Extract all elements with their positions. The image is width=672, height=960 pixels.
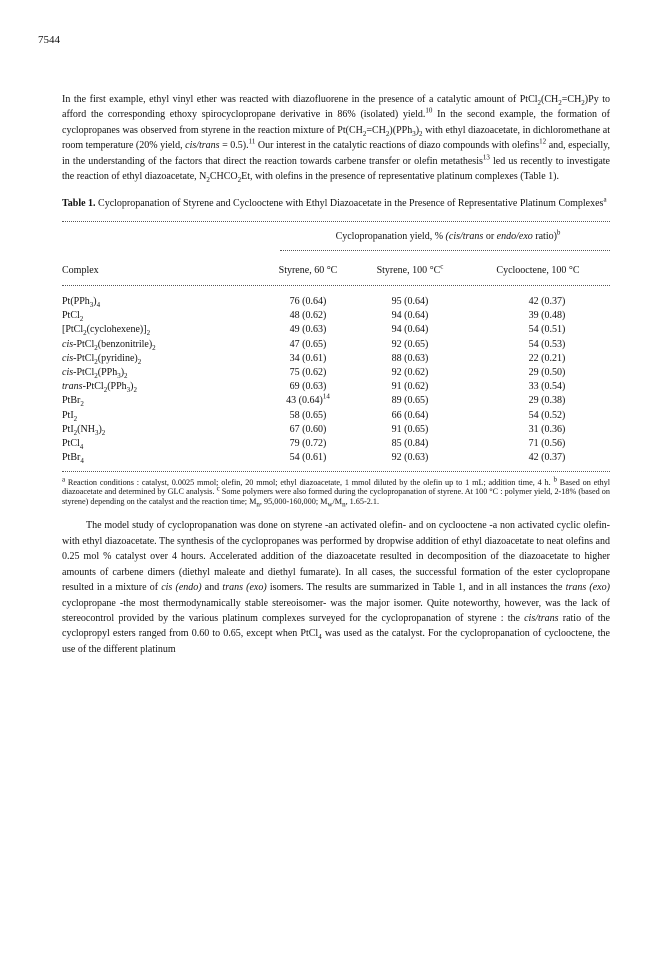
cell-styrene-100: 92 (0.62) — [391, 366, 429, 378]
col-header-cyclooctene-100: Cyclooctene, 100 °C — [496, 265, 580, 277]
cell-complex: PtCl$_4$ — [62, 437, 84, 451]
cell-complex: cis-$PtCl_2(PPh_3)_2$ — [62, 366, 128, 380]
col-header-styrene-100: Styrene, 100 $^\circ C^c$ — [376, 263, 444, 277]
cell-styrene-100: 94 (0.64) — [391, 310, 429, 322]
page-number: 7544 — [38, 34, 60, 46]
cell-cyclooctene-100: 33 (0.54) — [528, 381, 566, 393]
table-row — [62, 365, 610, 379]
table-row — [62, 436, 610, 450]
table-top-rule — [62, 221, 610, 222]
col-header-complex: Complex — [62, 265, 99, 277]
table-row — [62, 422, 610, 436]
table-row — [62, 380, 610, 394]
body-paragraph: The model study of cyclopropanation was done on styrene -an activated olefin- and on cyclooctene -a non activated cyclic olefin- with ethyl diazoacetate. The synthesis of the cyclopropanes was performed by dropwise addition of ethyl diazoacetate to neat olefins and 0.25 mol % catalyst over 4 hours. Accelerated addition of the diazoacetate resulted in decomposition of the diazoacetate to higher amounts of carbene dimers (diethyl maleate and diethyl fumarate). In all cases, the successful formation of the ester cyclopropane resulted in a mixture of cis (endo) and trans (exo) isomers. The results are summarized in Table 1, and in all instances the trans (exo) cyclopropane -the most thermodynamically stable stereoisomer- was the major isomer. Quite noteworthy, however, was the lack of stereocontrol provided by the various platinum complexes surveyed for the cyclopropanation of styrene : the cis/trans ratio of the cyclopropyl esters ranged from 0.60 to 0.65, except when PtCl$_4$ was used as the catalyst. For the cyclopropanation of cyclooctene, the use of the different platinum — [62, 520, 610, 655]
cell-cyclooctene-100: 71 (0.56) — [528, 437, 566, 449]
table-column-headers — [62, 265, 610, 281]
cell-styrene-60: 79 (0.72) — [289, 437, 327, 449]
cell-styrene-60: 54 (0.61) — [289, 452, 327, 464]
cell-complex: trans-$PtCl_2(PPh_3)_2$ — [62, 381, 137, 395]
cell-cyclooctene-100: 54 (0.52) — [528, 409, 566, 421]
page-content — [62, 92, 610, 657]
intro-paragraph: In the first example, ethyl vinyl ether was reacted with diazofluorene in the presence of a catalytic amount of $PtCl_2(CH_2=CH_2)Py$ to afford the corresponding ethoxy spirocyclopropane derivative in 86% (isolated) yield.$^{10}$ In the second example, the formation of cyclopropanes was observed from styrene in the reaction mixture of $Pt(CH_2=CH_2)(PPh_3)_2$ with ethyl diazoacetate, in dichloromethane at room temperature (20% yield, cis/trans = 0.5).$^{11}$ Our interest in the catalytic reactions of diazo compounds with olefins$^{12}$ and, especially, in the understanding of the factors that direct the reaction towards carbene transfer or olefin metathesis$^{13}$ led us recently to investigate the reaction of ethyl diazoacetate, $N_2CHCO_2Et$, with olefins in the presence of representative platinum complexes (Table 1). — [62, 94, 610, 185]
cell-styrene-100: 88 (0.63) — [391, 352, 429, 364]
cell-styrene-60: 67 (0.60) — [289, 423, 327, 435]
cell-styrene-60: 34 (0.61) — [289, 352, 327, 364]
cell-complex: cis-$PtCl_2(benzonitrile)_2$ — [62, 338, 156, 352]
cell-complex: cis-$PtCl_2(pyridine)_2$ — [62, 352, 142, 366]
results-table — [62, 294, 610, 464]
cell-styrene-100: 92 (0.65) — [391, 338, 429, 350]
cell-styrene-60: 58 (0.65) — [289, 409, 327, 421]
cell-styrene-100: 91 (0.65) — [391, 423, 429, 435]
cell-styrene-60: 69 (0.63) — [289, 381, 327, 393]
cell-complex: $Pt(PPh_3)_4$ — [62, 296, 101, 310]
cell-cyclooctene-100: 39 (0.48) — [528, 310, 566, 322]
cell-cyclooctene-100: 54 (0.53) — [528, 338, 566, 350]
cell-styrene-60: 75 (0.62) — [289, 366, 327, 378]
cell-styrene-100: 91 (0.62) — [391, 381, 429, 393]
table-bottom-rule — [62, 471, 610, 472]
table-row — [62, 394, 610, 408]
cell-styrene-60: 76 (0.64) — [289, 296, 327, 308]
table-label: Table 1. — [62, 198, 96, 210]
cell-styrene-60: 47 (0.65) — [289, 338, 327, 350]
table-row — [62, 451, 610, 465]
table-row — [62, 309, 610, 323]
table-header-rule — [62, 285, 610, 286]
table-footnote: $^a$ Reaction conditions : catalyst, 0.0025 mmol; olefin, 20 mmol; ethyl diazoacetate, 1 mmol diluted by the olefin up to 1 mL; addition time, 4 h. $^b$ Based on ethyl diazoacetate and determined by GLC analysis. $^c$ Some polymers were also formed during the cyclopropanation of styrene. At 100 °C : polymer yield, 2-18% (based on styrene) depending on the catalyst and the reaction time; $M_n$, 95,000-160,000; $M_w/M_n$, 1.65-2.1. — [62, 474, 610, 509]
cell-styrene-100: 95 (0.64) — [391, 296, 429, 308]
cell-styrene-100: 66 (0.64) — [391, 409, 429, 421]
cell-cyclooctene-100: 29 (0.50) — [528, 366, 566, 378]
cell-styrene-100: 94 (0.64) — [391, 324, 429, 336]
cell-styrene-60: 43 $(0.64)^{14}$ — [286, 393, 330, 407]
cell-complex: PtBr$_2$ — [62, 395, 84, 409]
cell-styrene-60: 48 (0.62) — [289, 310, 327, 322]
cell-styrene-60: 49 (0.63) — [289, 324, 327, 336]
cell-complex: PtI$_2$ — [62, 409, 78, 423]
cell-complex: PtBr$_4$ — [62, 452, 84, 466]
table-caption: Table 1. Cyclopropanation of Styrene and Cyclooctene with Ethyl Diazoacetate in the Presence of Representative Platinum Complexes$^a$ — [62, 196, 607, 210]
table-row — [62, 337, 610, 351]
table-row — [62, 323, 610, 337]
table-spanning-header: Cyclopropanation yield, % (cis/trans or endo/exo ratio)$^b$ — [335, 229, 561, 243]
table-spanning-rule — [280, 250, 610, 251]
cell-styrene-100: 89 (0.65) — [391, 395, 429, 407]
cell-cyclooctene-100: 29 (0.38) — [528, 395, 566, 407]
table-row — [62, 294, 610, 308]
cell-complex: $PtI_2(NH_3)_2$ — [62, 423, 106, 437]
cell-cyclooctene-100: 54 (0.51) — [528, 324, 566, 336]
cell-cyclooctene-100: 42 (0.37) — [528, 296, 566, 308]
table-row — [62, 351, 610, 365]
cell-cyclooctene-100: 22 (0.21) — [528, 352, 566, 364]
col-header-styrene-60: Styrene, 60 °C — [278, 265, 338, 277]
cell-styrene-100: 92 (0.63) — [391, 452, 429, 464]
cell-complex: $[PtCl_2(cyclohexene)]_2$ — [62, 324, 151, 338]
cell-cyclooctene-100: 42 (0.37) — [528, 452, 566, 464]
table-row — [62, 408, 610, 422]
cell-styrene-100: 85 (0.84) — [391, 437, 429, 449]
cell-complex: PtCl$_2$ — [62, 310, 84, 324]
cell-cyclooctene-100: 31 (0.36) — [528, 423, 566, 435]
